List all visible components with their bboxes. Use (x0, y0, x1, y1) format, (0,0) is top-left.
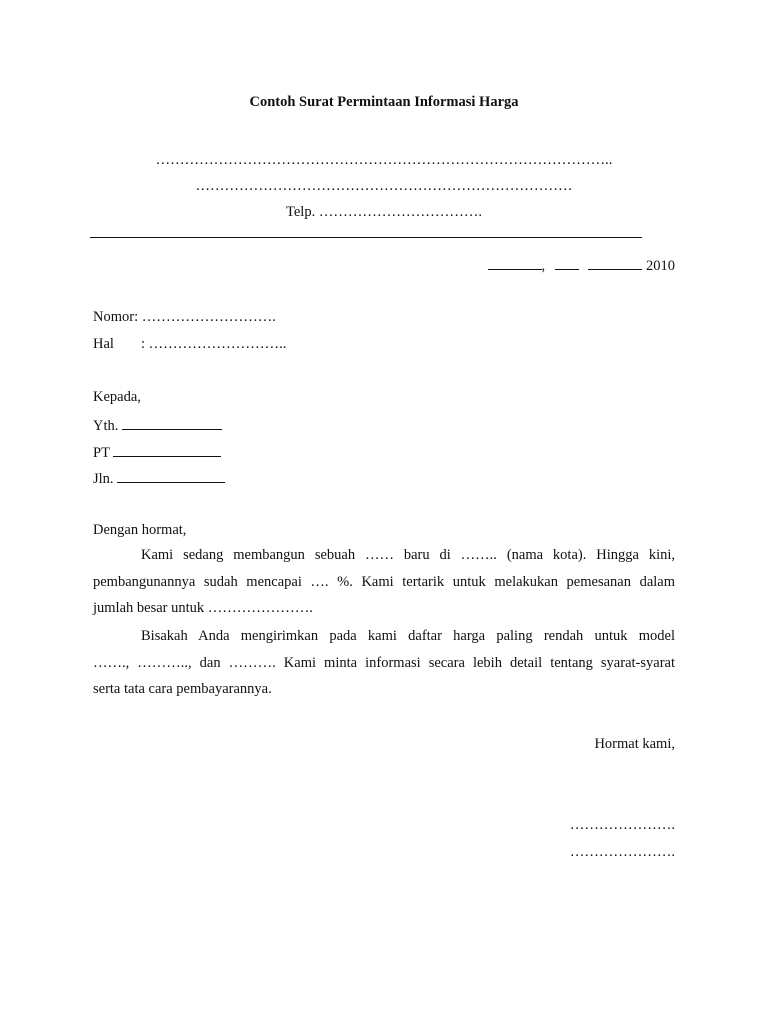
salutation: Dengan hormat, (93, 522, 187, 538)
paragraph-1-line-3: jumlah besar untuk …………………. (93, 600, 313, 616)
letterhead-divider (90, 237, 642, 238)
body-paragraph-1 (93, 542, 675, 622)
signature-line-1: …………………. (569, 817, 675, 833)
date-year: 2010 (646, 258, 675, 274)
letterhead-line-1: ………………………………………………………………………………….. (155, 152, 613, 168)
letter-title: Contoh Surat Permintaan Informasi Harga (249, 94, 519, 110)
paragraph-1-line-1: Kami sedang membangun sebuah …… baru di …….. (nama kota). Hingga kini, (141, 547, 675, 563)
date-year-prefix-blank (588, 255, 642, 270)
recipient-yth (93, 415, 222, 435)
date-day-blank (488, 255, 542, 270)
closing: Hormat kami, (594, 736, 675, 752)
nomor-field (93, 308, 276, 326)
recipient-jln (93, 468, 225, 488)
recipient-pt (93, 442, 221, 462)
paragraph-2-line-2: ……., ……….., dan ………. Kami minta informasi secara lebih detail tentang syarat-syarat (93, 654, 675, 671)
yth-blank (122, 415, 222, 430)
hal-label: Hal (93, 336, 114, 352)
nomor-label: Nomor (93, 309, 135, 325)
body-paragraph-2 (93, 623, 675, 703)
paragraph-2-line-3: serta tata cara pembayarannya. (93, 681, 272, 697)
jln-label: Jln. (93, 471, 114, 487)
signature-line-2: …………………. (569, 844, 675, 860)
nomor-value: : ………………………. (134, 309, 276, 325)
jln-blank (117, 468, 225, 483)
hal-field (93, 335, 286, 353)
hal-value: : ……………………….. (141, 336, 287, 352)
letterhead-line-2: …………………………………………………………………… (195, 178, 573, 194)
date-month-blank (555, 255, 579, 270)
date-separator: , (541, 258, 546, 274)
paragraph-1-line-2: pembangunannya sudah mencapai …. %. Kami tertarik untuk melakukan pemesanan dalam (93, 573, 675, 590)
date-line (488, 255, 676, 275)
paragraph-2-line-1: Bisakah Anda mengirimkan pada kami daftar harga paling rendah untuk model (141, 628, 675, 644)
yth-label: Yth. (93, 418, 119, 434)
pt-label: PT (93, 445, 110, 461)
recipient-kepada: Kepada, (93, 389, 141, 405)
letterhead-telp: Telp. ……………………………. (286, 204, 482, 220)
pt-blank (113, 442, 221, 457)
